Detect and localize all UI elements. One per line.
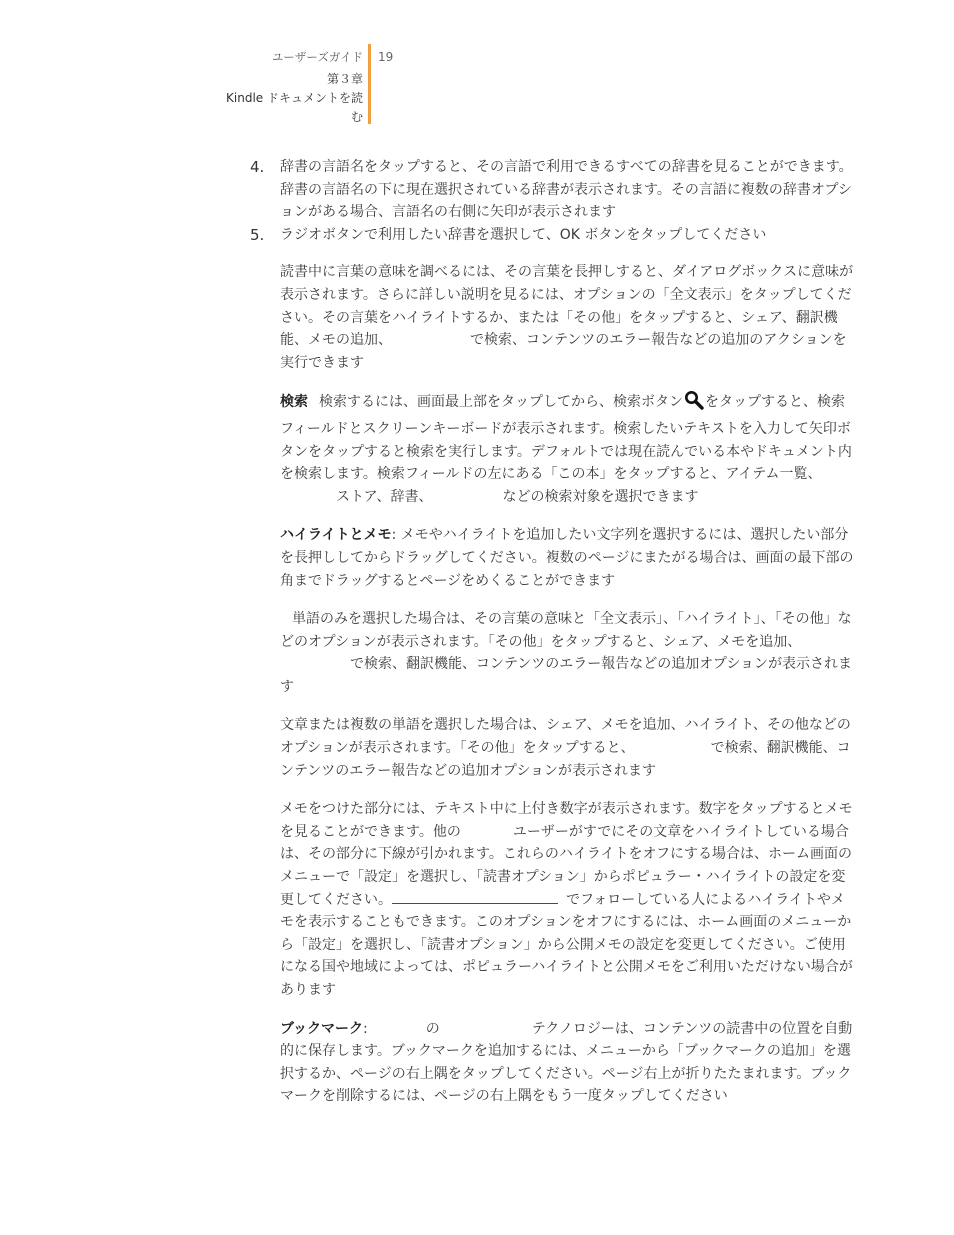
paragraph-bookmark: ブックマーク: の テクノロジーは、コンテンツの読書中の位置を自動的に保存します。ブックマークを追加するには、メニューから「ブックマークの追加」を選択するか、ページの右上隅をタップしてください。ページ右上が折りたたまれます。ブックマークを削除するには、ページの右上隅をもう一度タップしてください: [280, 1020, 853, 1105]
list-number: 4.: [250, 158, 265, 176]
highlight-label: ハイライトとメモ: [280, 527, 392, 544]
paragraph-notes: メモをつけた部分には、テキスト中に上付き数字が表示されます。数字をタップするとメモを見ることができます。他の ユーザーがすでにその文章をハイライトしている場合は、その部分に下線が引かれます。これらのハイライトをオフにする場合は、ホーム画面のメニューで「設定」を選択し、「読書オプション」からポピュラー・ハイライトの設定を変更してください。 でフォローしている人によるハイライトやメモを表示することもできます。このオプションをオフにするには、ホーム画面のメニューから「設定」を選択し、「読書オプション」から公開メモの設定を変更してください。ご使用になる国や地域によっては、ポピュラーハイライトと公開メモをご利用いただけない場合があります: [280, 801, 853, 998]
section-title-line2: む: [350, 110, 363, 124]
paragraph-word-selection: 単語のみを選択した場合は、その言葉の意味と「全文表示」、「ハイライト」、「その他」などのオプションが表示されます。「その他」をタップすると、シェア、メモを追加、で検索、翻訳機能、コンテンツのエラー報告などの追加オプションが表示されます: [280, 611, 853, 695]
bookmark-label: ブックマーク: [280, 1020, 364, 1037]
chapter-label: 第３章: [326, 72, 363, 86]
social-network-link[interactable]: [392, 889, 558, 904]
list-item-text: ラジオボタンで利用したい辞書を選択して、OK ボタンをタップしてください: [280, 226, 767, 243]
header-divider: [368, 44, 371, 124]
paragraph-highlight: ハイライトとメモ: メモやハイライトを追加したい文字列を選択するには、選択したい部分を長押ししてからドラッグしてください。複数のページにまたがる場合は、画面の最下部の角までドラッグするとページをめくることができます: [280, 527, 854, 589]
list-number: 5.: [250, 225, 265, 244]
list-item: [250, 156, 855, 224]
list-item: [250, 224, 855, 247]
list-item-text: 辞書の言語名をタップすると、その言語で利用できるすべての辞書を見ることができます。辞書の言語名の下に現在選択されている辞書が表示されます。その言語に複数の辞書オプションがある場合、言語名の右側に矢印が表示されます: [280, 159, 853, 221]
page-number: 19: [378, 50, 394, 64]
guide-title: ユーザーズガイド: [271, 50, 363, 64]
section-title-line1: Kindle ドキュメントを読: [226, 91, 363, 105]
running-header: [200, 48, 363, 127]
main-content: [250, 156, 855, 1108]
search-icon: [684, 390, 704, 418]
paragraph-search: 検索 検索するには、画面最上部をタップしてから、検索ボタン をタップすると、検索フィールドとスクリーンキーボードが表示されます。検索したいテキストを入力して矢印ボタンをタップすると検索を実行します。デフォルトでは現在読んでいる本やドキュメント内を検索します。検索フィールドの左にある「この本」をタップすると、アイテム一覧、ストア、辞書、 などの検索対象を選択できます: [280, 390, 855, 508]
paragraph-lookup: 読書中に言葉の意味を調べるには、その言葉を長押しすると、ダイアログボックスに意味が表示されます。さらに詳しい説明を見るには、オプションの「全文表示」をタップしてください。その言葉をハイライトするか、または「その他」をタップすると、シェア、翻訳機能、メモの追加、 で検索、コンテンツのエラー報告などの追加のアクションを実行できます: [280, 264, 854, 371]
paragraph-sentence-selection: 文章または複数の単語を選択した場合は、シェア、メモを追加、ハイライト、その他などのオプションが表示されます。「その他」をタップすると、 で検索、翻訳機能、コンテンツのエラー報告などの追加オプションが表示されます: [280, 717, 851, 779]
search-label: 検索: [280, 394, 308, 411]
